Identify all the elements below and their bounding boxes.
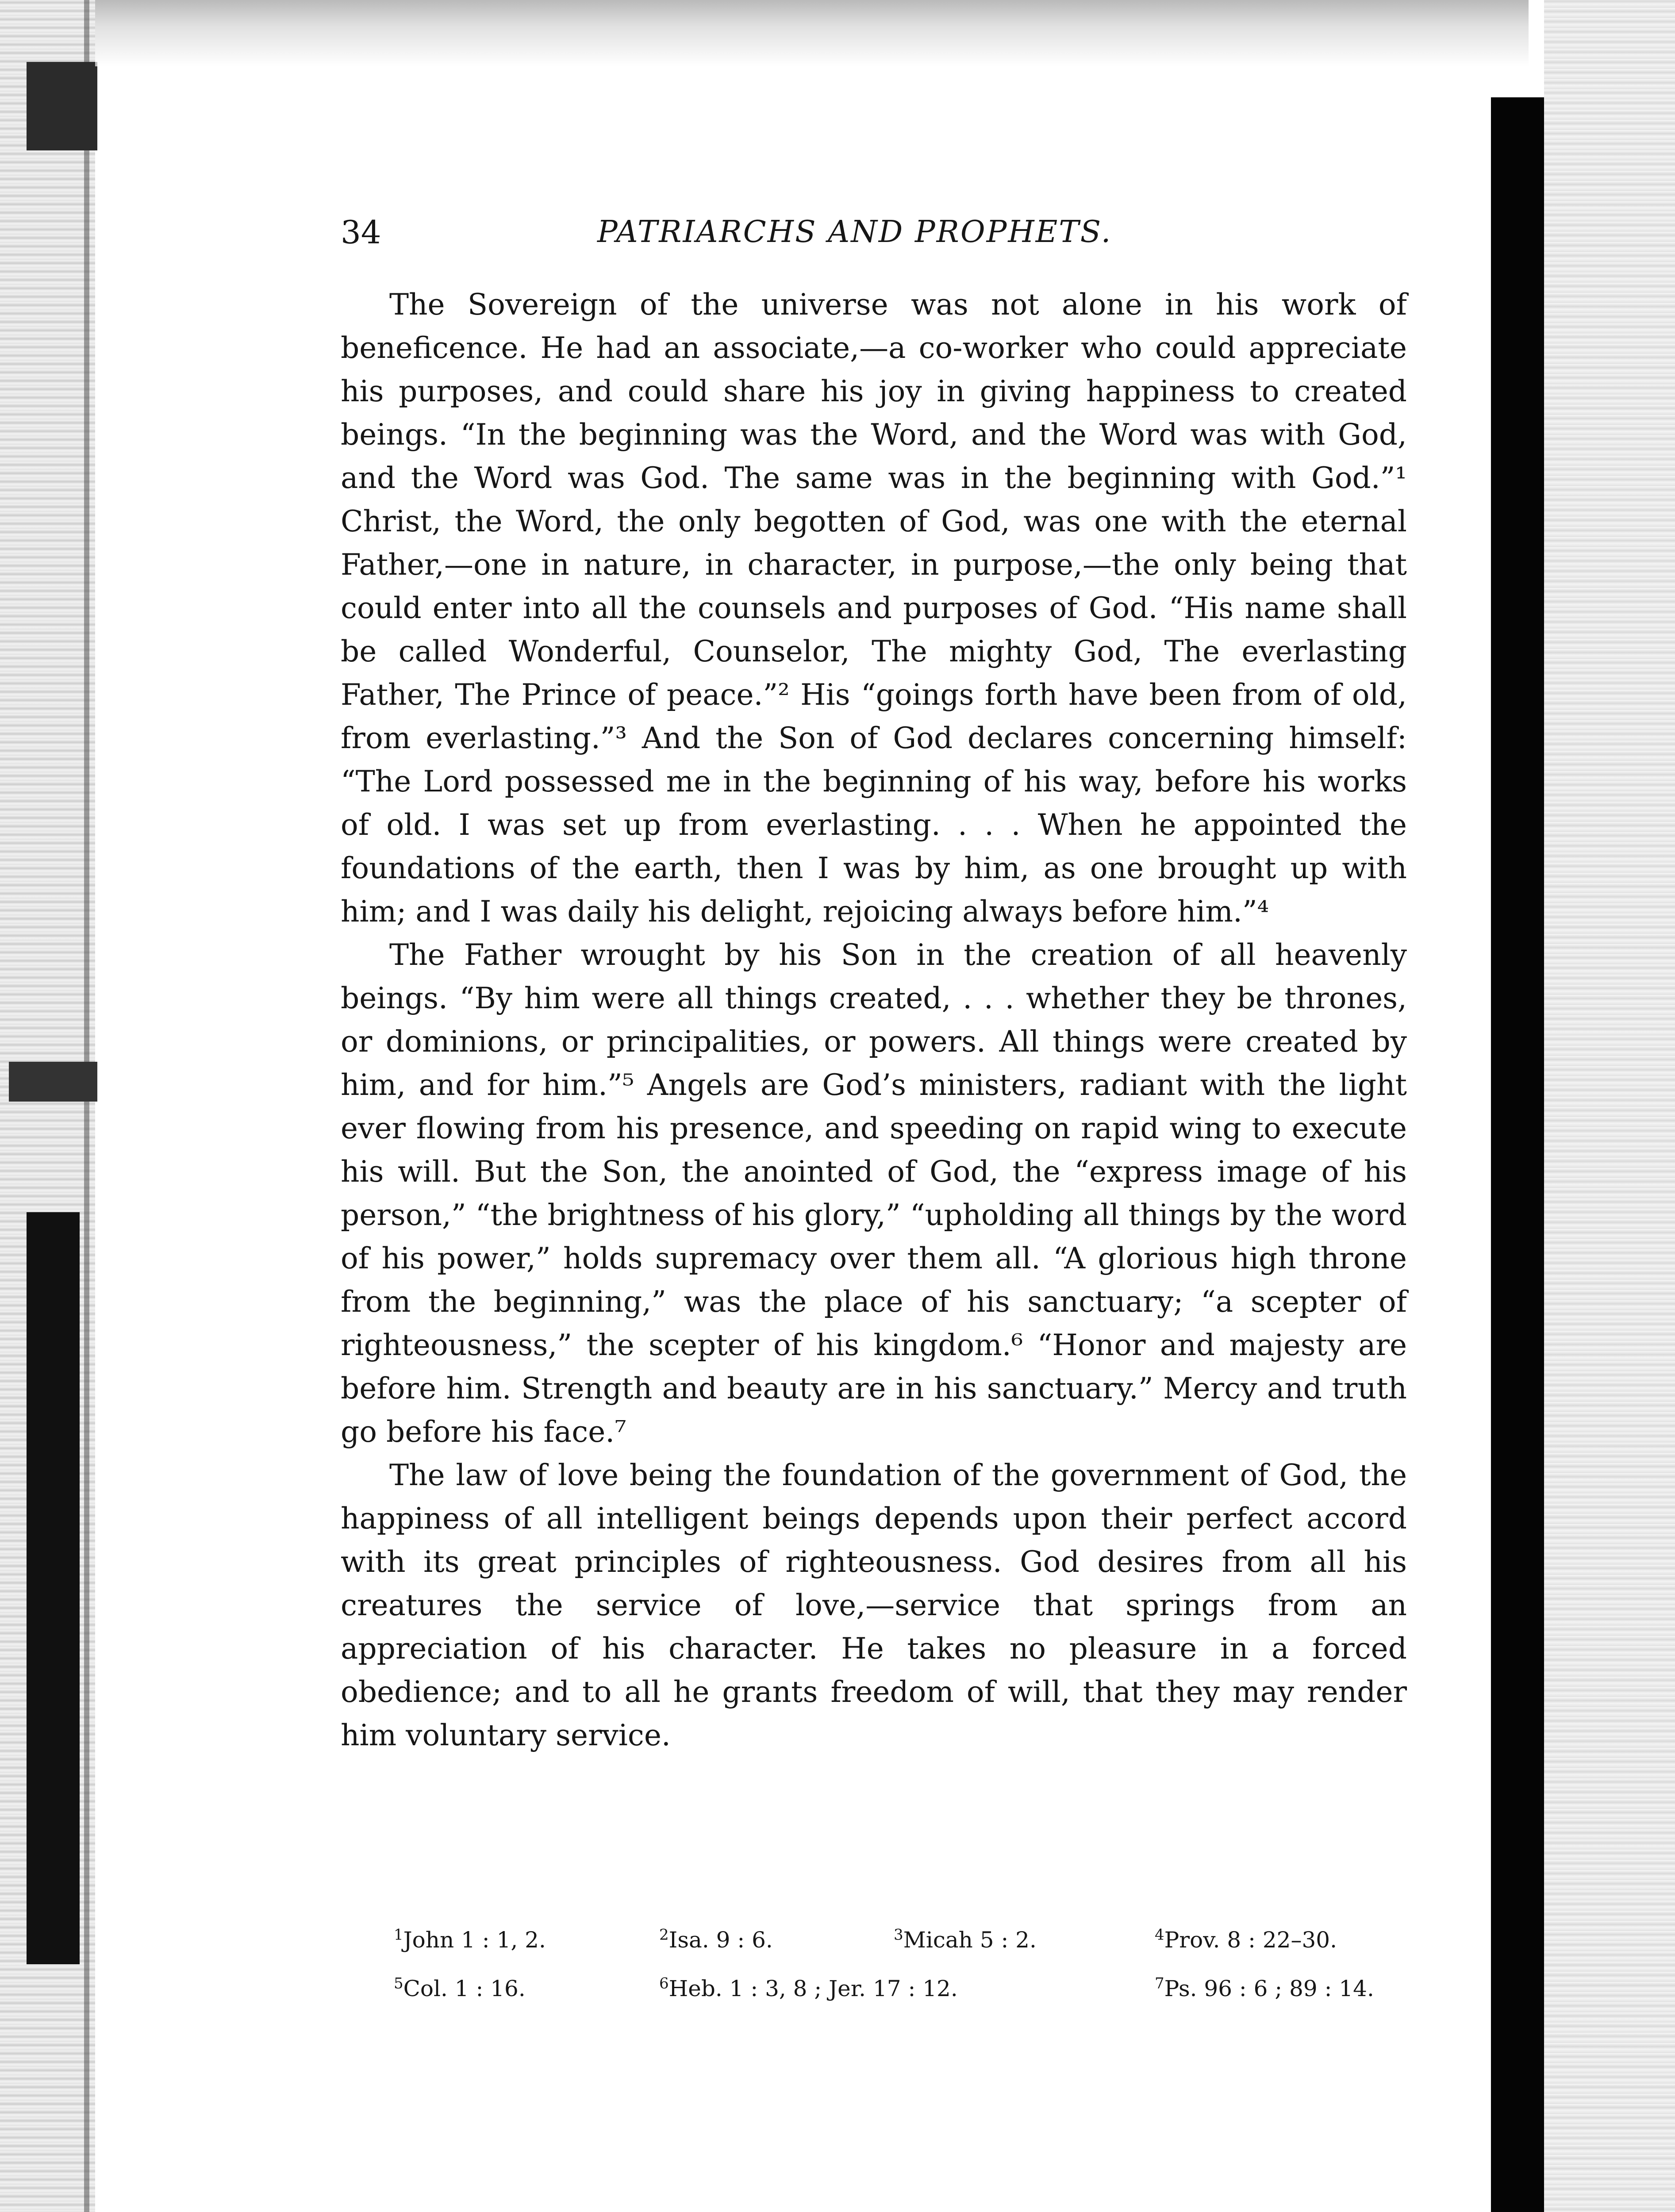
footnote: [1155, 1964, 1374, 2013]
scan-edge-right: [1544, 0, 1675, 2212]
footnote-number: 1: [394, 1926, 403, 1944]
footnote-text: Heb. 1 : 3, 8 ; Jer. 17 : 12.: [668, 1976, 958, 2001]
page-number: 34: [341, 214, 381, 251]
footnote-text: Prov. 8 : 22–30.: [1164, 1927, 1337, 1953]
footnote-row: [394, 1964, 1411, 2013]
running-title: PATRIARCHS AND PROPHETS.: [597, 215, 1112, 250]
scan-edge-right-shadow: [1491, 97, 1544, 2212]
scan-edge-line: [84, 0, 89, 2212]
footnote-text: Col. 1 : 16.: [403, 1976, 526, 2001]
footnote: [659, 1964, 958, 2013]
footnote-text: Micah 5 : 2.: [903, 1927, 1037, 1953]
paragraph: The Father wrought by his Son in the creation of all heavenly beings. “By him were all things created, . . . whether they be thrones, or dominions, or principalities, or powers. All things were created by him, and for him.”⁵ Angels are God’s ministers, radiant with the light ever flowing from his presence, and speeding on rapid wing to execute his will. But the Son, the anointed of God, the “express image of his person,” “the brightness of his glory,” “upholding all things by the word of his power,” holds supremacy over them all. “A glorious high throne from the beginning,” was the place of his sanctuary; “a scepter of righteousness,” the scepter of his kingdom.⁶ “Honor and majesty are before him. Strength and beauty are in his sanctuary.” Mercy and truth go before his face.⁷: [341, 938, 1407, 1449]
scan-binding-shadow: [27, 1212, 80, 1964]
footnote-number: 7: [1155, 1974, 1164, 1993]
footnote-number: 3: [894, 1926, 903, 1944]
footnote-text: Isa. 9 : 6.: [668, 1927, 773, 1953]
footnote: [394, 1916, 546, 1964]
footnote: [894, 1916, 1037, 1964]
footnote-row: [394, 1916, 1411, 1964]
footnote: [394, 1964, 526, 2013]
footnote-number: 4: [1155, 1926, 1164, 1944]
body-text: [341, 283, 1407, 1757]
scan-edge-top: [95, 0, 1529, 66]
page-header: [341, 208, 1473, 257]
scan-smudge: [9, 1062, 97, 1102]
scan-smudge: [27, 62, 97, 150]
footnote: [1155, 1916, 1337, 1964]
footnote-number: 5: [394, 1974, 403, 1993]
footnotes: [394, 1916, 1411, 2013]
footnote-text: John 1 : 1, 2.: [403, 1927, 546, 1953]
paragraph: The Sovereign of the universe was not alone in his work of beneficence. He had an associate,—a co-worker who could appreciate his purposes, and could share his joy in giving happiness to created beings. “In the beginning was the Word, and the Word was with God, and the Word was God. The same was in the beginning with God.”¹ Christ, the Word, the only begotten of God, was one with the eternal Father,—one in nature, in character, in purpose,—the only being that could enter into all the counsels and purposes of God. “His name shall be called Wonderful, Counselor, The mighty God, The everlasting Father, The Prince of peace.”² His “goings forth have been from of old, from everlasting.”³ And the Son of God declares concerning himself: “The Lord possessed me in the beginning of his way, before his works of old. I was set up from everlasting. . . . When he appointed the foundations of the earth, then I was by him, as one brought up with him; and I was daily his delight, rejoicing always before him.”⁴: [341, 288, 1407, 929]
footnote-number: 6: [659, 1974, 669, 1993]
footnote: [659, 1916, 773, 1964]
footnote-text: Ps. 96 : 6 ; 89 : 14.: [1164, 1976, 1374, 2001]
footnote-number: 2: [659, 1926, 669, 1944]
paragraph: The law of love being the foundation of the government of God, the happiness of all intelligent beings depends upon their perfect accord with its great principles of righteousness. God desires from all his creatures the service of love,—service that springs from an appreciation of his character. He takes no pleasure in a forced obedience; and to all he grants freedom of will, that they may render him voluntary service.: [341, 1458, 1407, 1752]
